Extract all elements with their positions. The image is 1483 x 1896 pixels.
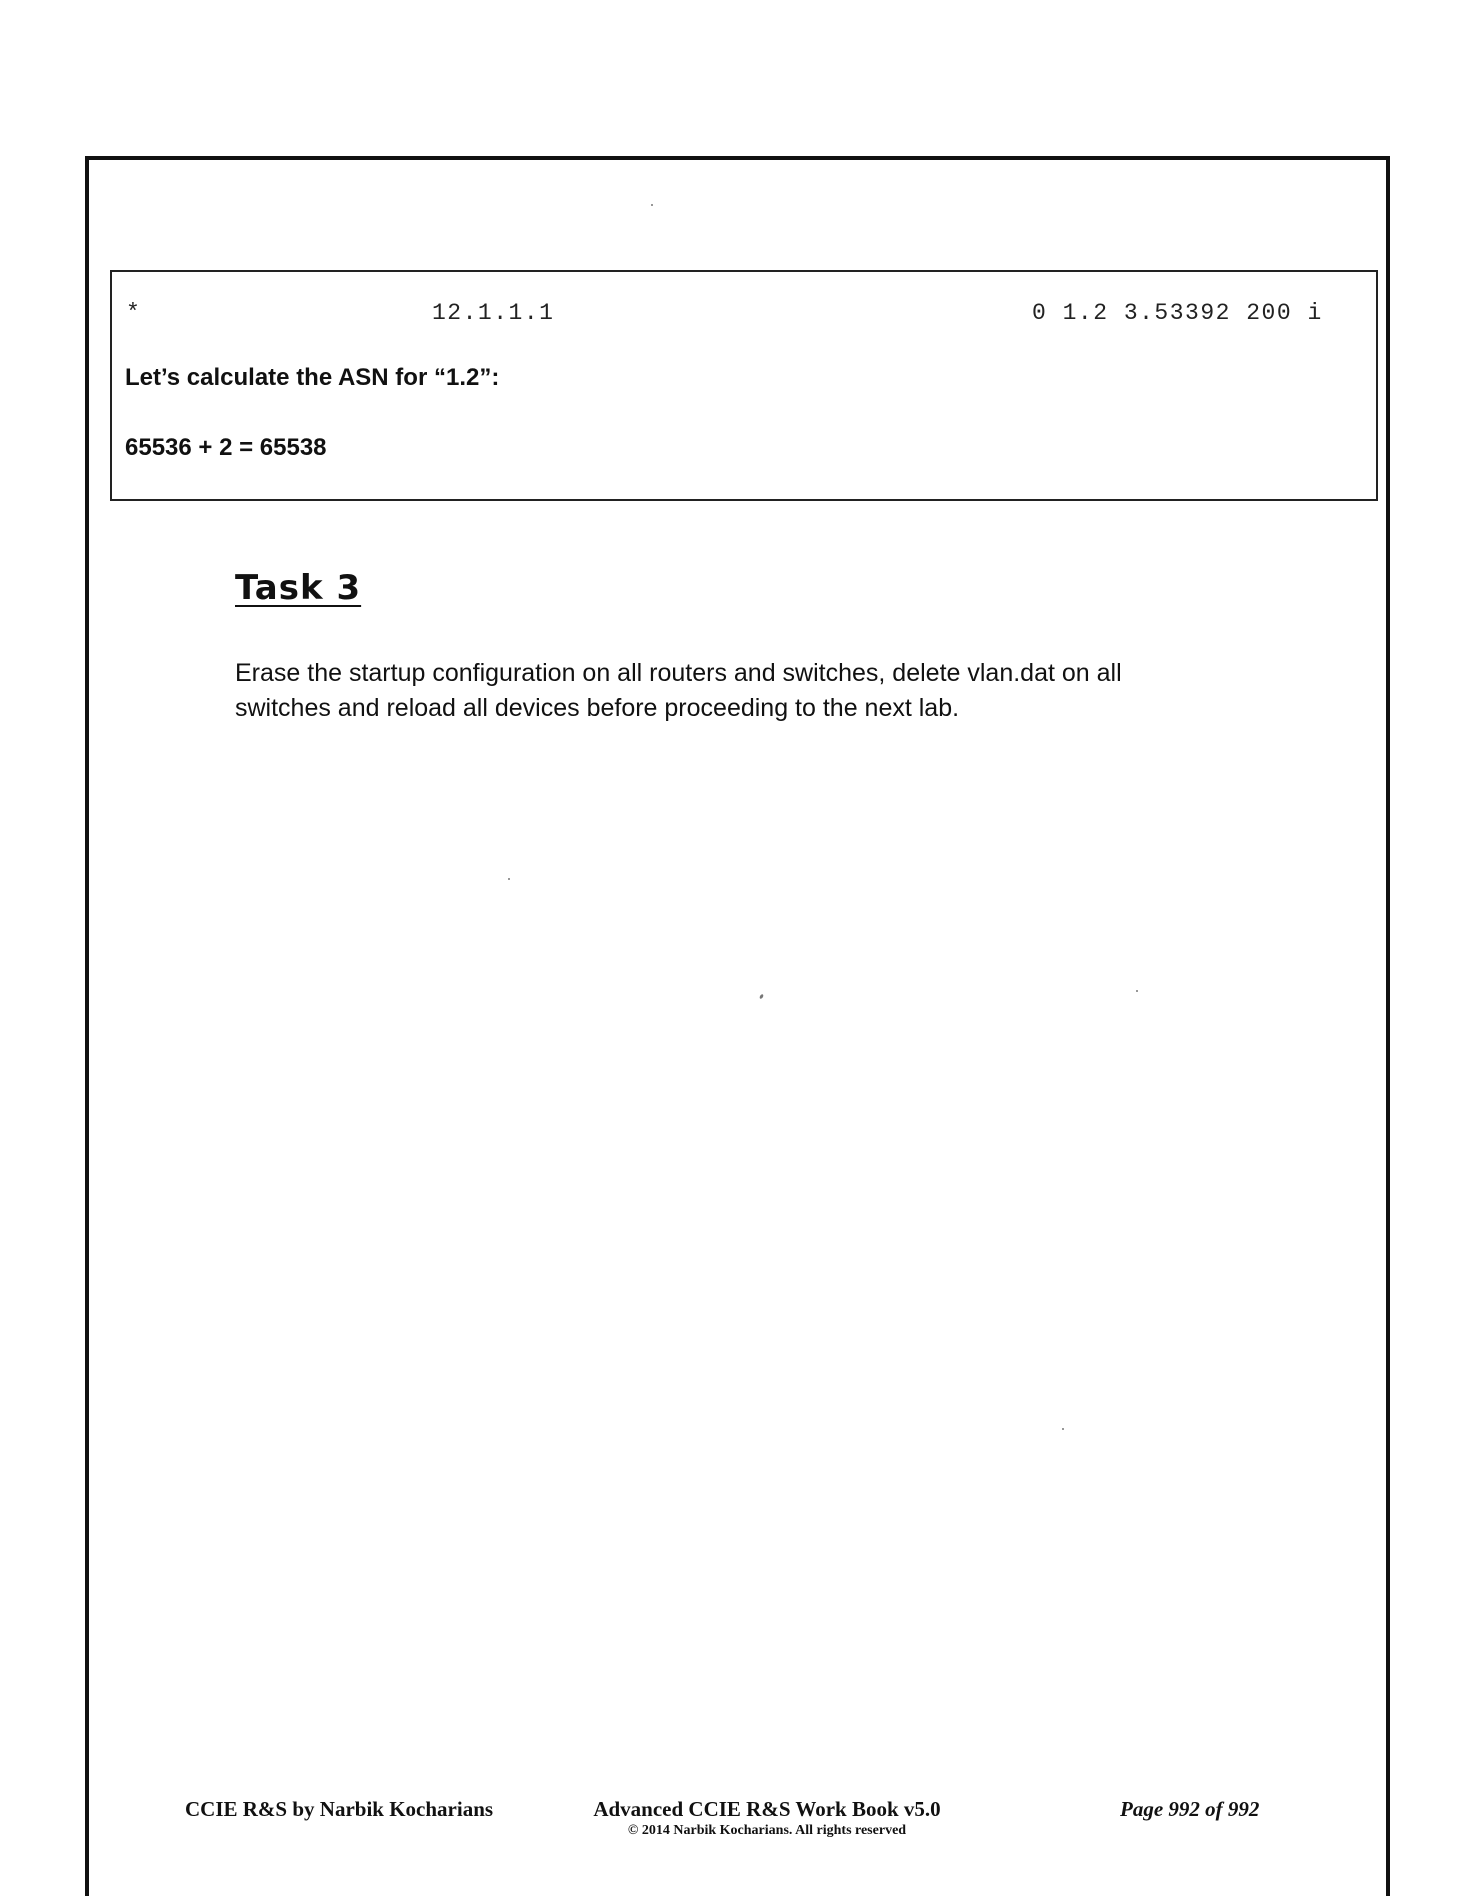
footer-book-title: Advanced CCIE R&S Work Book v5.0 bbox=[593, 1797, 941, 1821]
footer-page-number: Page 992 of 992 bbox=[1120, 1797, 1260, 1821]
footer-copyright: © 2014 Narbik Kocharians. All rights reserved bbox=[627, 1823, 907, 1838]
task-heading: Task 3 bbox=[235, 568, 362, 608]
route-next-hop: 12.1.1.1 bbox=[432, 300, 555, 326]
scan-speck bbox=[1062, 1428, 1064, 1430]
scan-speck bbox=[651, 204, 653, 206]
asn-calc-heading: Let’s calculate the ASN for “1.2”: bbox=[125, 364, 500, 391]
route-status-code: * bbox=[126, 300, 142, 326]
route-path-info: 0 1.2 3.53392 200 i bbox=[1032, 300, 1323, 326]
scan-speck bbox=[508, 878, 510, 880]
footer-author: CCIE R&S by Narbik Kocharians bbox=[185, 1797, 494, 1821]
scan-speck bbox=[1136, 990, 1138, 992]
asn-calc-result: 65536 + 2 = 65538 bbox=[125, 434, 327, 461]
task-body: Erase the startup configuration on all routers and switches, delete vlan.dat on all switches and reload all devices before proceeding to the next lab. bbox=[235, 659, 1122, 722]
bgp-output-box bbox=[110, 270, 1378, 501]
footer-center bbox=[572, 1797, 962, 1839]
